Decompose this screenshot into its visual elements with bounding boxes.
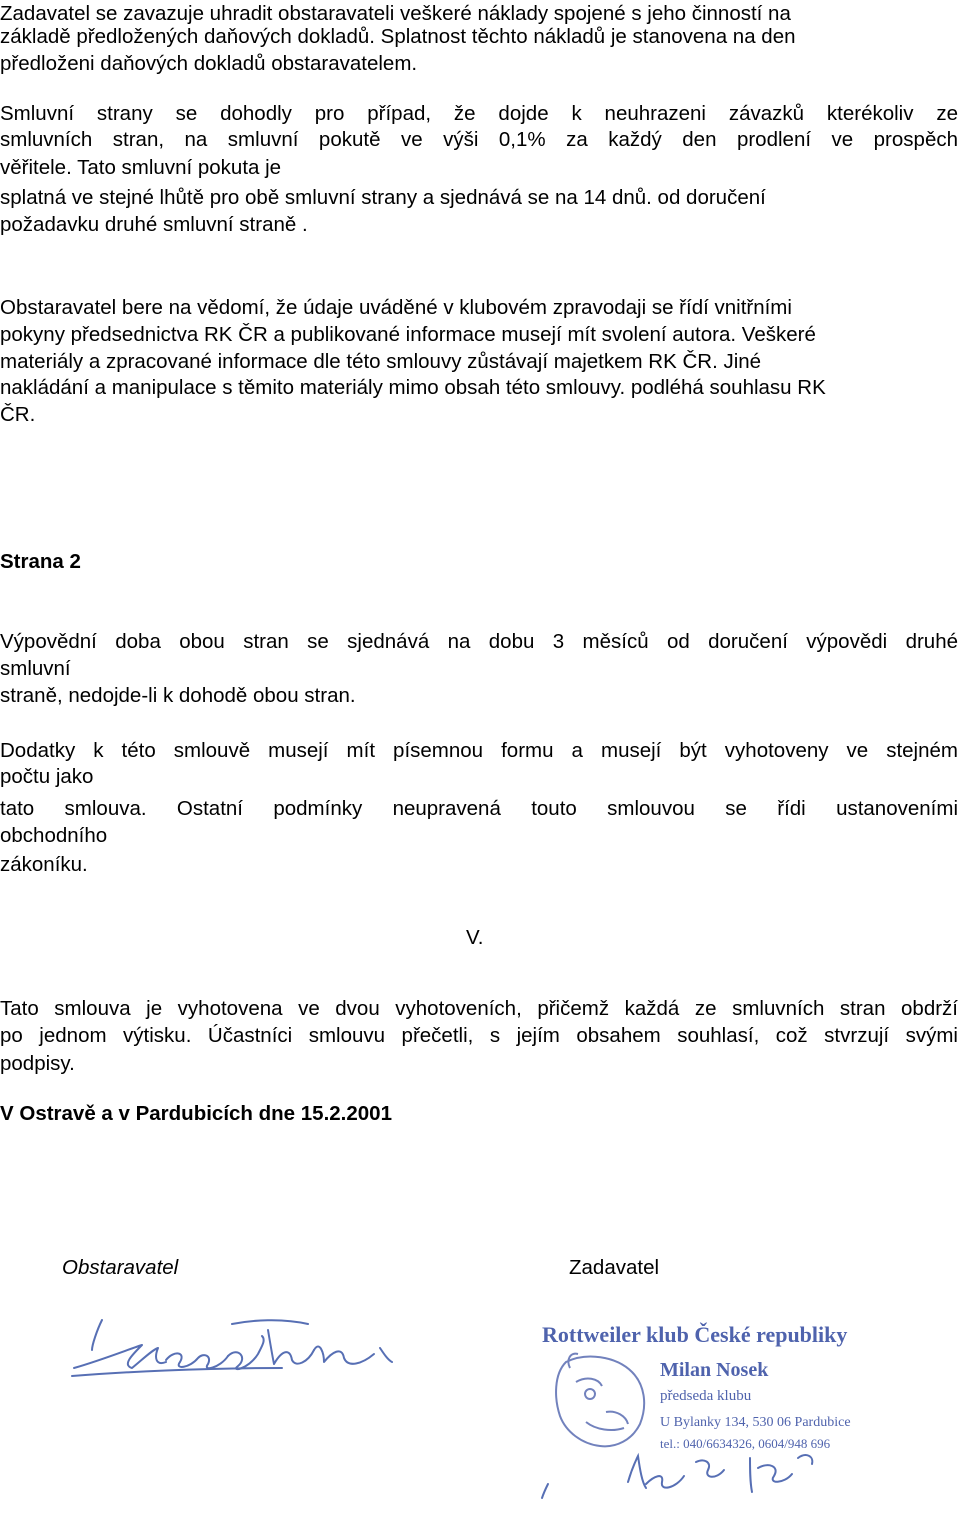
stamp-line-4: U Bylanky 134, 530 06 Pardubice xyxy=(660,1415,851,1430)
paragraph-6-line-1: Tato smlouva je vyhotovena ve dvou vyhotoveních, přičemž každá ze smluvních stran obdrží xyxy=(0,997,958,1020)
section-heading: V. xyxy=(466,926,484,949)
paragraph-1-line-1: Zadavatel se zavazuje uhradit obstaravateli veškeré náklady spojené s jeho činností na xyxy=(0,2,791,25)
paragraph-3-line-2: pokyny předsednictva RK ČR a publikované informace musejí mít svolení autora. Veškeré xyxy=(0,323,816,346)
paragraph-1-line-3: předloženi daňových dokladů obstaravatelem. xyxy=(0,52,418,75)
paragraph-3-line-3: materiály a zpracované informace dle této smlouvy zůstávají majetkem RK ČR. Jiné xyxy=(0,350,762,373)
paragraph-4-line-1: Výpovědní doba obou stran se sjednává na dobu 3 měsíců od doručení výpovědi druhé xyxy=(0,630,958,653)
paragraph-5-line-4: obchodního xyxy=(0,824,108,847)
paragraph-2-line-1: Smluvní strany se dohodly pro případ, že dojde k neuhrazeni závazků kterékoliv ze xyxy=(0,102,958,125)
handwritten-signature xyxy=(62,1310,402,1410)
paragraph-5-line-5: zákoníku. xyxy=(0,853,88,876)
paragraph-2-line-2: smluvních stran, na smluvní pokutě ve výši 0,1% za každý den prodlení ve prospěch xyxy=(0,128,958,151)
paragraph-4-line-2: smluvní xyxy=(0,657,71,680)
paragraph-3-line-4: nakládání a manipulace s těmito materiály mimo obsah této smlouvy. podléhá souhlasu RK xyxy=(0,376,826,399)
rottweiler-dog-head-icon xyxy=(556,1354,644,1447)
paragraph-2-line-5: požadavku druhé smluvní straně . xyxy=(0,213,308,236)
paragraph-2-line-4: splatná ve stejné lhůtě pro obě smluvní strany a sjednává se na 14 dnů. od doručení xyxy=(0,186,766,209)
stamp-line-3: předseda klubu xyxy=(660,1388,752,1404)
paragraph-6-line-3: podpisy. xyxy=(0,1052,75,1075)
signature-label-obstaravatel: Obstaravatel xyxy=(62,1256,179,1279)
page-heading: Strana 2 xyxy=(0,550,81,573)
stamp-line-2: Milan Nosek xyxy=(660,1359,769,1381)
paragraph-3-line-5: ČR. xyxy=(0,403,36,426)
place-date: V Ostravě a v Pardubicích dne 15.2.2001 xyxy=(0,1102,392,1125)
paragraph-4-line-3: straně, nedojde-li k dohodě obou stran. xyxy=(0,684,356,707)
paragraph-5-line-1: Dodatky k této smlouvě musejí mít písemnou formu a musejí být vyhotoveny ve stejném xyxy=(0,739,958,762)
club-stamp xyxy=(536,1312,866,1512)
signature-label-zadavatel: Zadavatel xyxy=(569,1256,660,1279)
paragraph-5-line-2: počtu jako xyxy=(0,765,94,788)
paragraph-5-line-3: tato smlouva. Ostatní podmínky neupravená touto smlouvou se řídi ustanoveními xyxy=(0,797,958,820)
paragraph-3-line-1: Obstaravatel bere na vědomí, že údaje uváděné v klubovém zpravodaji se řídí vnitřními xyxy=(0,296,792,319)
stamp-line-1: Rottweiler klub České republiky xyxy=(542,1322,848,1347)
paragraph-6-line-2: po jednom výtisku. Účastníci smlouvu přečetli, s jejím obsahem souhlasí, což stvrzují svými xyxy=(0,1024,958,1047)
paragraph-1-line-2: základě předložených daňových dokladů. Splatnost těchto nákladů je stanovena na den xyxy=(0,25,796,48)
paragraph-2-line-3: věřitele. Tato smluvní pokuta je xyxy=(0,156,282,179)
stamp-line-5: tel.: 040/6634326, 0604/948 696 xyxy=(660,1436,831,1451)
